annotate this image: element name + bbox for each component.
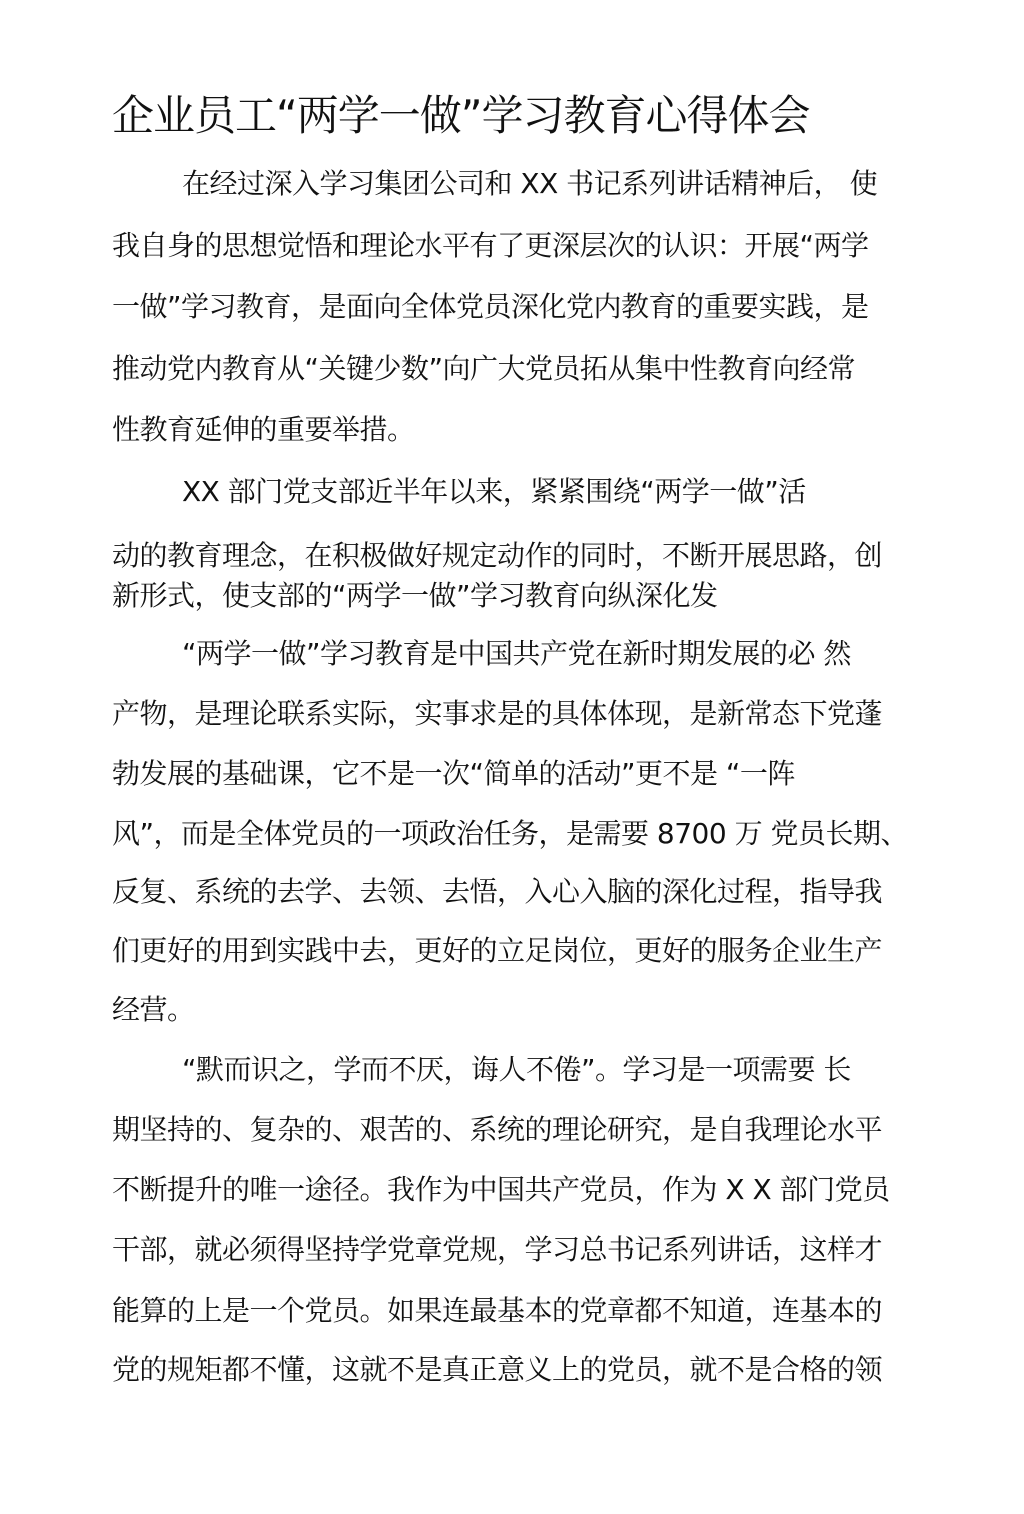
text-line: 们更好的用到实践中去，更好的立足岗位，更好的服务企业生产 [112,934,883,967]
text-line: 新形式，使支部的“两学一做”学习教育向纵深化发 [112,579,718,612]
text-line: 党的规矩都不懂，这就不是真正意义上的党员，就不是合格的领 [112,1353,883,1386]
text-line: 动的教育理念，在积极做好规定动作的同时，不断开展思路，创 [112,539,883,572]
text-line: 我自身的思想觉悟和理论水平有了更深层次的认识：开展“两学 [112,229,869,262]
text-line: 干部，就必须得坚持学党章党规，学习总书记系列讲话，这样才 [112,1233,883,1266]
text-line: 产物，是理论联系实际，实事求是的具体体现，是新常态下党蓬 [112,697,883,730]
text-line: “默而识之，学而不厌，诲人不倦”。学习是一项需要 长 [182,1053,851,1086]
text-line: 能算的上是一个党员。如果连最基本的党章都不知道，连基本的 [112,1294,883,1327]
text-line: XX 部门党支部近半年以来，紧紧围绕“两学一做”活 [182,475,806,508]
text-line: 勃发展的基础课，它不是一次“简单的活动”更不是 “一阵 [112,757,795,790]
text-line: 在经过深入学习集团公司和 XX 书记系列讲话精神后， 使 [182,167,878,200]
text-line: 不断提升的唯一途径。我作为中国共产党员，作为 X X 部门党员 [112,1173,890,1206]
text-line: 反复、系统的去学、去领、去悟，入心入脑的深化过程，指导我 [112,875,883,908]
text-line: 经营。 [112,993,195,1026]
text-line: “两学一做”学习教育是中国共产党在新时期发展的必 然 [182,637,851,670]
text-line: 性教育延伸的重要举措。 [112,413,415,446]
text-line: 一做”学习教育，是面向全体党员深化党内教育的重要实践，是 [112,290,869,323]
text-line: 推动党内教育从“关键少数”向广大党员拓从集中性教育向经常 [112,352,856,385]
text-line: 风”，而是全体党员的一项政治任务，是需要 8700 万 党员长期、 [112,817,908,850]
text-line: 期坚持的、复杂的、艰苦的、系统的理论研究，是自我理论水平 [112,1113,883,1146]
document-title: 企业员工“两学一做”学习教育心得体会 [112,91,810,140]
